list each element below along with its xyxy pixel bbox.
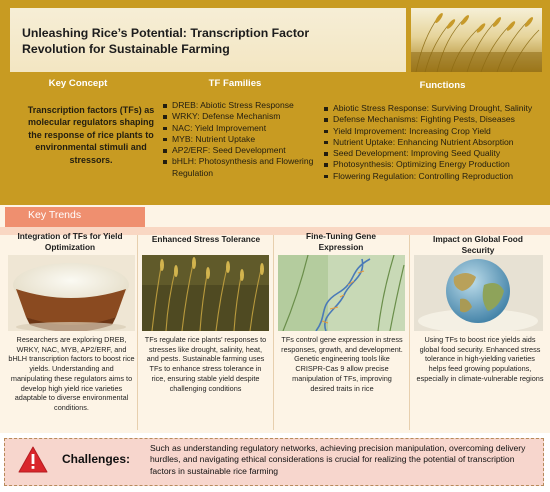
warning-icon (18, 446, 48, 473)
tf-family-item: AP2/ERF: Seed Development (162, 145, 317, 156)
function-item: Flowering Regulation: Controlling Reproduction (323, 171, 547, 182)
tf-family-item: DREB: Abiotic Stress Response (162, 100, 317, 111)
card-divider (273, 235, 274, 430)
title-line-2: Revolution for Sustainable Farming (22, 42, 230, 56)
key-concept-text: Transcription factors (TFs) as molecular regulators shaping the response of rice plants to environmental stimuli and stressors. (27, 105, 155, 165)
trend-title-food-security: Impact on Global Food Security (433, 234, 523, 255)
trend-text-food-security: Using TFs to boost rice yields aids global food security. Enhanced stress tolerance in high-yielding varieties helps feed growing populations, especially in climate-vulnerable regions (416, 335, 544, 383)
function-item: Nutrient Uptake: Enhancing Nutrient Absorption (323, 137, 547, 148)
header-functions: Functions (419, 80, 466, 91)
tf-family-item: NAC: Yield Improvement (162, 123, 317, 134)
key-trends-label: Key Trends (28, 209, 82, 221)
function-item: Seed Development: Improving Seed Quality (323, 148, 547, 159)
card-divider (137, 235, 138, 430)
challenges-label: Challenges: (62, 452, 131, 466)
trend-title-stress: Enhanced Stress Tolerance (151, 234, 261, 244)
header-key-concept: Key Concept (48, 78, 108, 89)
rice-bowl-image (8, 255, 135, 331)
function-item: Abiotic Stress Response: Surviving Drought, Salinity (323, 103, 547, 114)
tf-family-item: bHLH: Photosynthesis and Flowering Regulation (162, 156, 317, 179)
rice-plants-image (142, 255, 269, 331)
function-item: Photosynthesis: Optimizing Energy Production (323, 159, 547, 170)
function-item: Yield Improvement: Increasing Crop Yield (323, 126, 547, 137)
header-tf-families: TF Families (208, 78, 262, 89)
functions-list (323, 103, 547, 182)
page-title (22, 25, 402, 57)
dna-rice-image (278, 255, 405, 331)
trend-text-gene: TFs control gene expression in stress responses, growth, and development. Genetic engineering tools like CRISPR-Cas 9 allow precise manipulation of TFs, improving desired traits in rice (281, 335, 403, 393)
tf-family-item: WRKY: Defense Mechanism (162, 111, 317, 122)
card-divider (409, 235, 410, 430)
trend-text-yield: Researchers are exploring DREB, WRKY, NAC, MYB, AP2/ERF, and bHLH transcription factors to boost rice yields. Understanding and manipulating these regulators aims to develop high yield rice varieties adaptable to diverse environmental conditions. (8, 335, 135, 412)
trend-title-gene: Fine-Tuning Gene Expression (306, 231, 376, 252)
tf-families-list (162, 100, 317, 179)
tf-family-item: MYB: Nutrient Uptake (162, 134, 317, 145)
globe-rice-image (414, 255, 543, 331)
trend-text-stress: TFs regulate rice plants’ responses to stresses like drought, salinity, heat, and pests. Sustainable farming uses TFs to enhance stress tolerance in rice, ensuring stable yield despite challenging conditions (144, 335, 267, 393)
title-line-1: Unleashing Rice’s Potential: Transcription Factor (22, 26, 310, 40)
challenges-text: Such as understanding regulatory networks, achieving precision manipulation, overcoming delivery hurdles, and navigating ethical considerations is crucial for realizing the potential of transcription factors in sustainable rice farming (150, 443, 526, 476)
trend-title-yield: Integration of TFs for Yield Optimization (17, 231, 123, 252)
rice-field-photo (411, 8, 542, 72)
function-item: Defense Mechanisms: Fighting Pests, Diseases (323, 114, 547, 125)
